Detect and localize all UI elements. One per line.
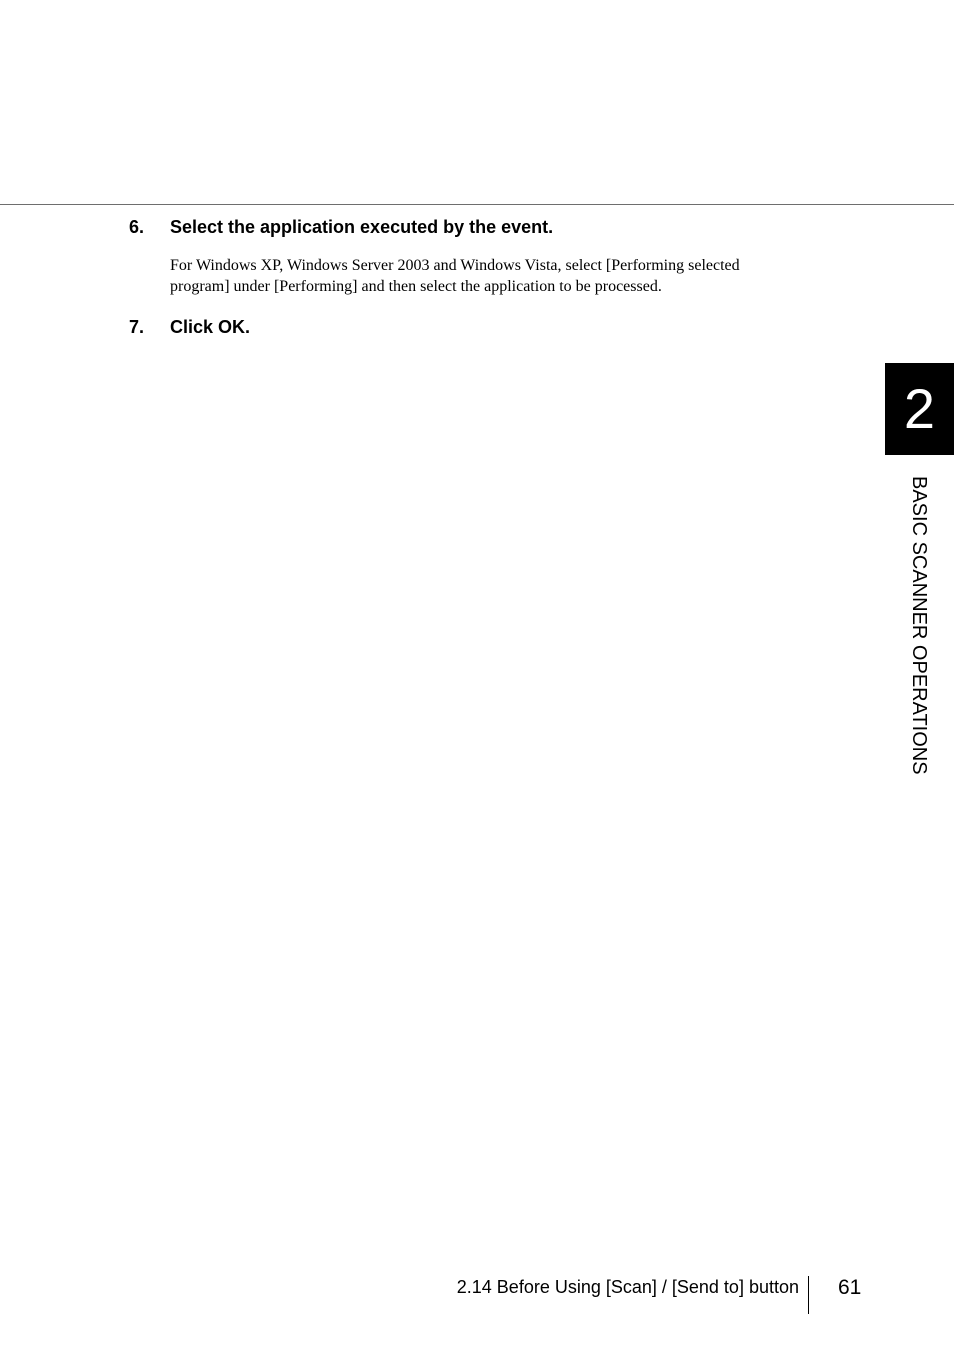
step-title: Click OK. — [170, 317, 251, 337]
step-title: Select the application executed by the event. — [170, 217, 554, 237]
step-number: 6. — [129, 217, 145, 237]
step-7-heading — [129, 316, 250, 338]
header-rule — [0, 204, 954, 205]
step-number: 7. — [129, 317, 145, 337]
page-number: 61 — [838, 1276, 862, 1299]
step-6-description — [170, 255, 830, 297]
footer-divider — [808, 1276, 809, 1314]
chapter-title: BASIC SCANNER OPERATIONS — [908, 476, 930, 775]
chapter-number-tab: 2 — [885, 363, 954, 455]
description-line: For Windows XP, Windows Server 2003 and Windows Vista, select [Performing selected — [170, 257, 740, 274]
step-6-heading — [129, 216, 553, 238]
description-line: program] under [Performing] and then select the application to be processed. — [170, 278, 662, 295]
footer-section-title: 2.14 Before Using [Scan] / [Send to] button — [456, 1277, 799, 1297]
